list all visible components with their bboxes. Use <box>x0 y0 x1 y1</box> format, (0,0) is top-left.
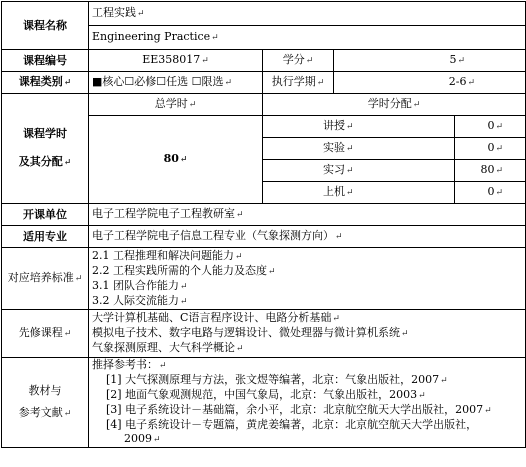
course-info-table <box>1 1 526 448</box>
major-value: 电子工程学院电子信息工程专业（气象探测方向）↵ <box>89 226 526 248</box>
computer-value: 0↵ <box>455 182 526 204</box>
credits-value: 5↵ <box>334 50 526 72</box>
total-hours-value: 80↵ <box>89 116 263 204</box>
objective-item: 2.2 工程实践所需的个人能力及态度↵ <box>92 263 276 277</box>
reference-item: [1] 大气探测原理与方法，张文煜等编著，北京：气象出版社，2007↵ <box>106 373 448 386</box>
course-type-label: 课程类别↵ <box>2 72 89 94</box>
unit-label: 开课单位 <box>2 204 89 226</box>
reference-item: [3] 电子系统设计－基础篇，余小平，北京：北京航空航天大学出版社，2007↵ <box>106 403 492 416</box>
unit-value: 电子工程学院电子工程教研室↵ <box>89 204 526 226</box>
semester-value: 2-6↵ <box>334 72 526 94</box>
prereq-item: 气象探测原理、大气科学概论↵ <box>92 341 244 354</box>
course-name-label: 课程名称 <box>2 2 89 50</box>
experiment-label: 实验↵ <box>263 138 455 160</box>
objective-item: 3.2 人际交流能力↵ <box>92 293 188 307</box>
course-code-label: 课程编号 <box>2 50 89 72</box>
course-name-en: Engineering Practice↵ <box>89 26 526 50</box>
reference-item: [2] 地面气象观测规范，中国气象局，北京：气象出版社，2003↵ <box>106 388 426 401</box>
computer-label: 上机↵ <box>263 182 455 204</box>
prereq-label: 先修课程↵ <box>2 310 89 358</box>
prereq-list <box>89 310 526 358</box>
distribution-label: 学时分配↵ <box>263 94 526 116</box>
references-header: 推择参考书：↵ <box>92 358 167 371</box>
major-label: 适用专业 <box>2 226 89 248</box>
total-hours-label: 总学时↵ <box>89 94 263 116</box>
books-label: 教材与 参考文献↵ <box>2 358 89 448</box>
objectives-label: 对应培养标准↵ <box>2 248 89 310</box>
semester-label: 执行学期↵ <box>263 72 334 94</box>
lecture-label: 讲授↵ <box>263 116 455 138</box>
practice-value: 80↵ <box>455 160 526 182</box>
hours-label: 课程学时 及其分配↵ <box>2 94 89 204</box>
course-code-value: EE358017↵ <box>89 50 263 72</box>
lecture-value: 0↵ <box>455 116 526 138</box>
practice-label: 实习↵ <box>263 160 455 182</box>
objective-item: 2.1 工程推理和解决问题能力↵ <box>92 248 243 262</box>
course-type-options: ■核心☐必修☐任选 ☐限选↵ <box>89 72 263 94</box>
prereq-item: 大学计算机基础、C语言程序设计、电路分析基础↵ <box>92 311 340 324</box>
reference-item: [4] 电子系统设计－专题篇，黄虎姜编著，北京：北京航空航天大学出版社， <box>106 418 478 431</box>
objectives-list <box>89 248 526 310</box>
objective-item: 3.1 团队合作能力↵ <box>92 278 188 292</box>
prereq-item: 模拟电子技术、数字电路与逻辑设计、微处理器与微计算机系统↵ <box>92 326 409 339</box>
credits-label: 学分↵ <box>263 50 334 72</box>
references-list <box>89 358 526 448</box>
course-name-cn: 工程实践↵ <box>89 2 526 26</box>
experiment-value: 0↵ <box>455 138 526 160</box>
reference-item-tail: 2009↵ <box>124 432 161 445</box>
